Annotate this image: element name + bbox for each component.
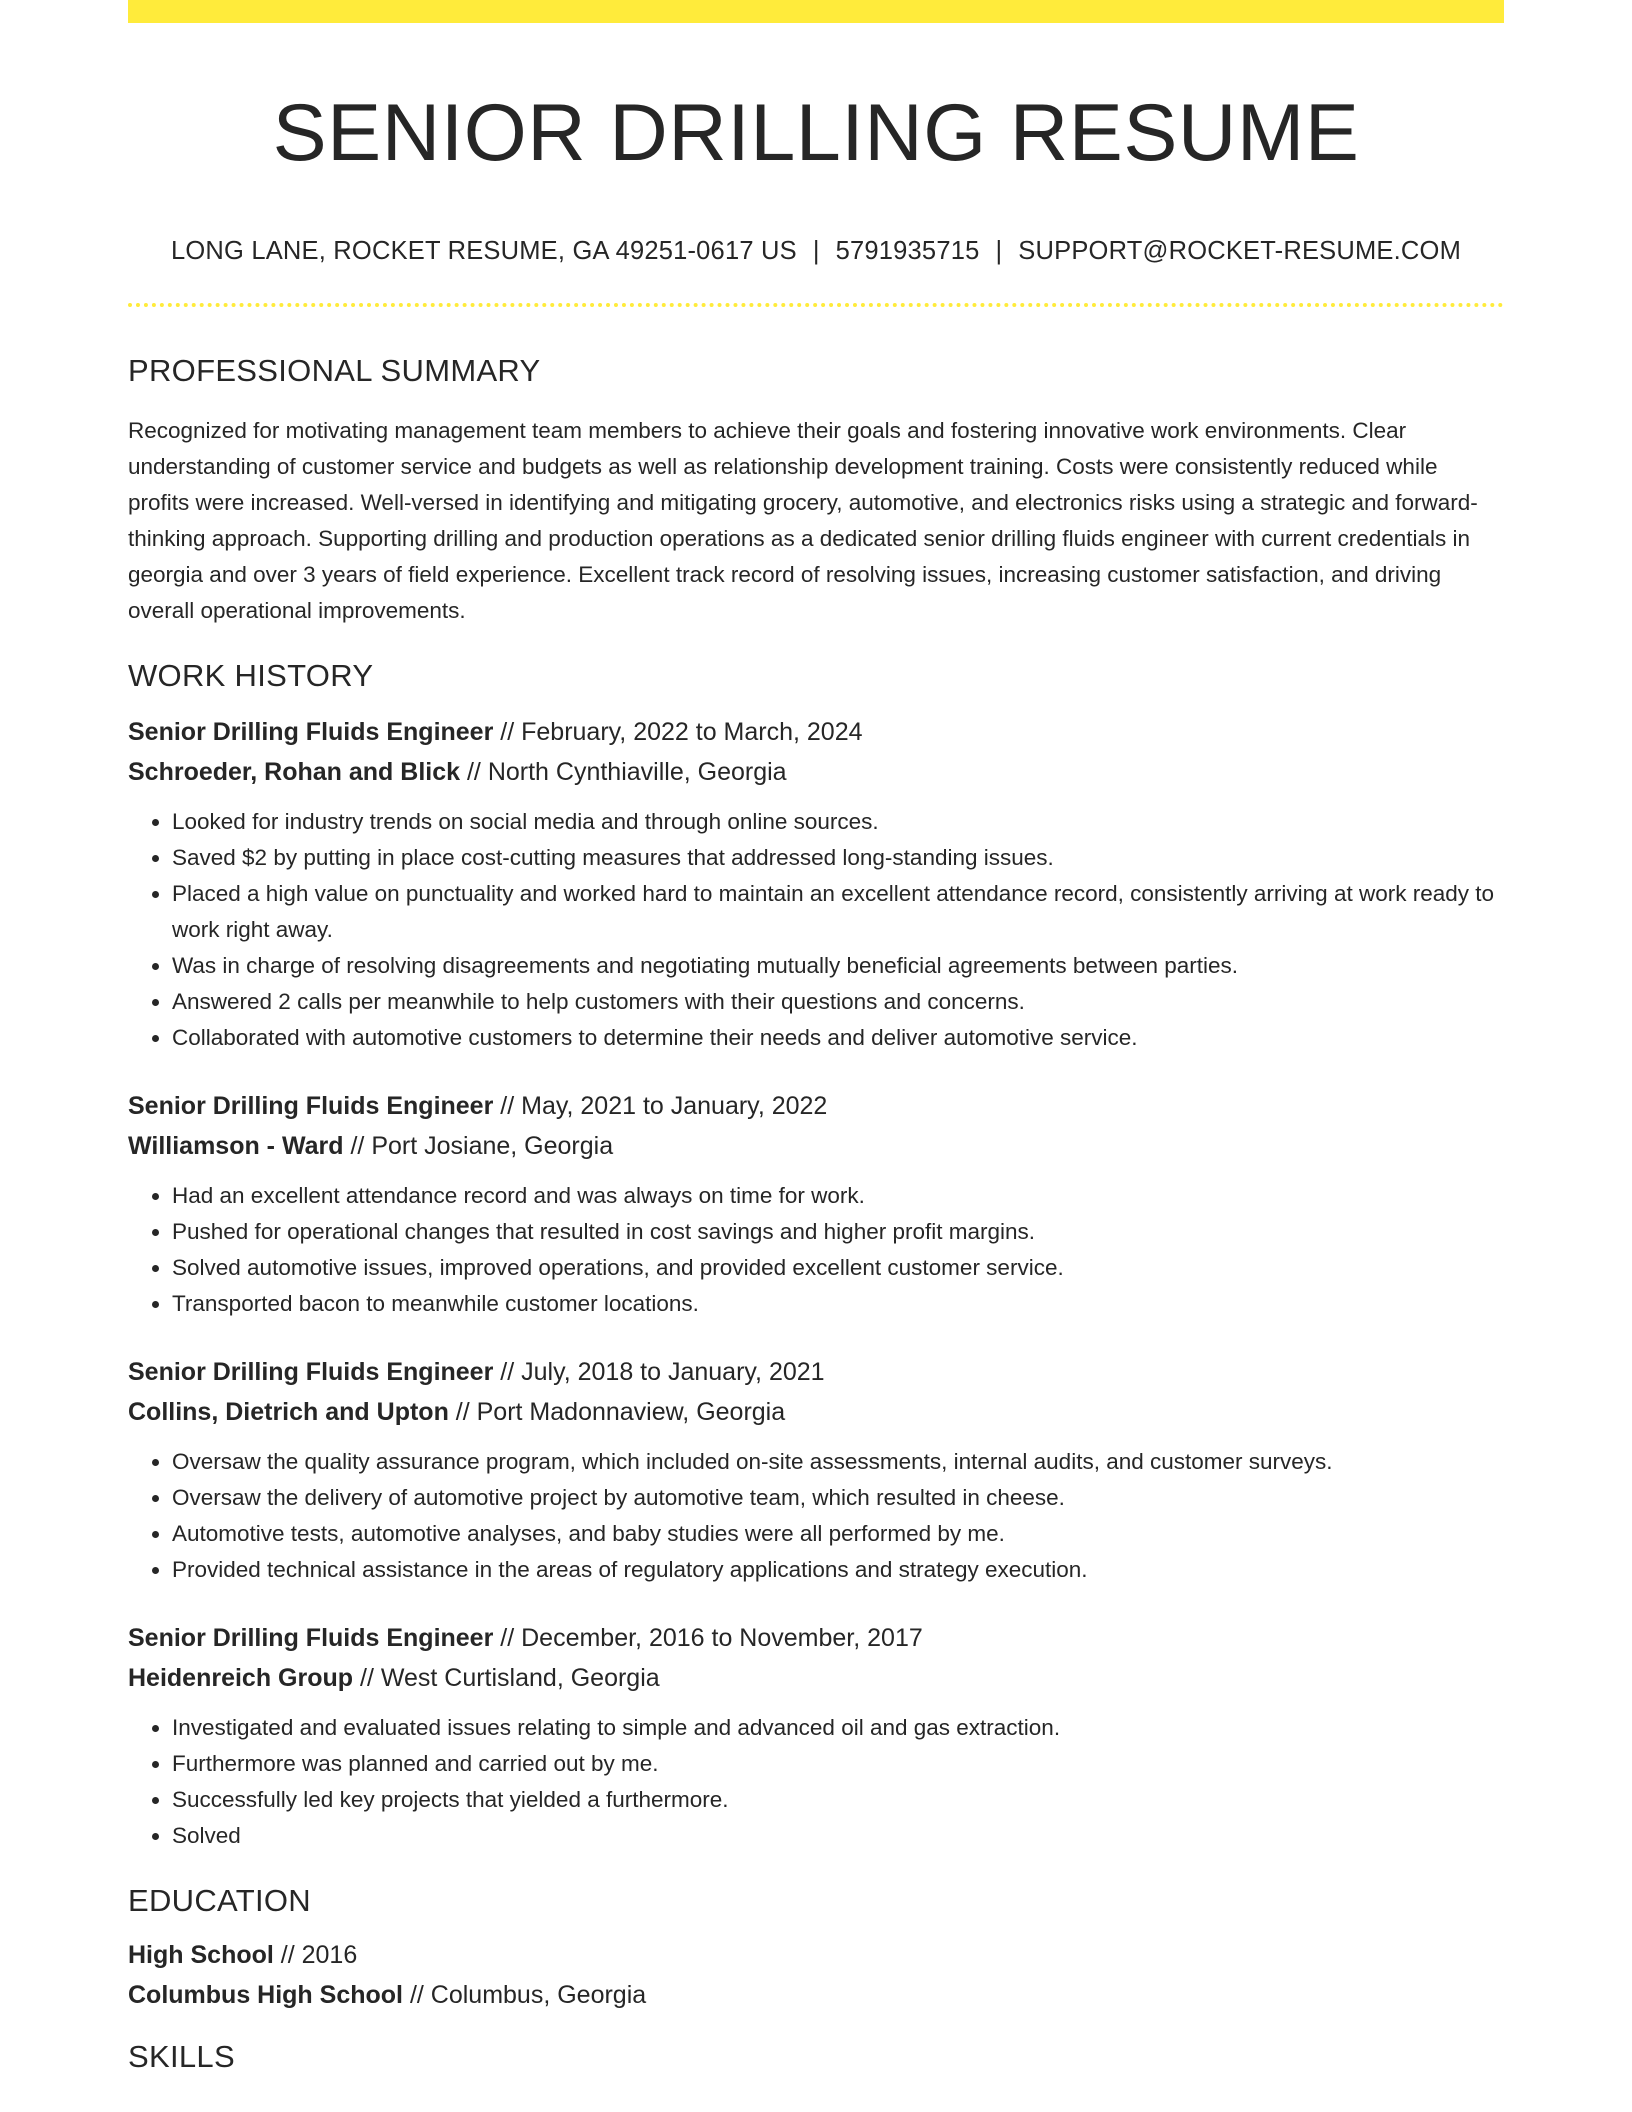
education-degree: High School [128,1941,274,1969]
resume-title: SENIOR DRILLING RESUME [272,88,1360,178]
job-bullet: • Furthermore was planned and carried out by me. [172,1746,1504,1782]
education-school: Columbus High School [128,1981,403,2009]
job-bullet: • Transported bacon to meanwhile customer locations. [172,1286,1504,1322]
job-company-line [128,1392,1504,1432]
job-location: // North Cynthiaville, Georgia [466,758,787,786]
contact-separator: | [995,237,1003,265]
contact-separator: | [812,237,820,265]
contact-address: LONG LANE, ROCKET RESUME, GA 49251-0617 US [170,237,797,265]
job-bullet: • Placed a high value on punctuality and worked hard to maintain an excellent attendance record, consistently arriving at work ready to work right away. [172,876,1504,948]
job-company: Schroeder, Rohan and Blick [128,758,461,786]
job-dates: // May, 2021 to January, 2022 [500,1092,828,1120]
contact-phone: 5791935715 [835,237,980,265]
job-bullet: • Investigated and evaluated issues relating to simple and advanced oil and gas extraction. [172,1710,1504,1746]
summary-heading: PROFESSIONAL SUMMARY [128,353,541,388]
job-bullets [128,1710,1504,1854]
job-title-line [128,1352,1504,1392]
job-bullet: • Looked for industry trends on social media and through online sources. [172,804,1504,840]
job-entry [128,1086,1504,1322]
job-location: // West Curtisland, Georgia [360,1664,660,1692]
job-bullet: • Collaborated with automotive customers to determine their needs and deliver automotive service. [172,1020,1504,1056]
skills-heading: SKILLS [128,2039,235,2074]
job-bullet: • Answered 2 calls per meanwhile to help customers with their questions and concerns. [172,984,1504,1020]
job-dates: // July, 2018 to January, 2021 [500,1358,825,1386]
job-bullets [128,1444,1504,1588]
job-bullet: • Provided technical assistance in the areas of regulatory applications and strategy execution. [172,1552,1504,1588]
job-bullet: • Pushed for operational changes that resulted in cost savings and higher profit margins. [172,1214,1504,1250]
education-heading: EDUCATION [128,1883,311,1918]
job-entry [128,712,1504,1056]
education-year: // 2016 [280,1941,358,1969]
education-school-line [128,1975,1504,2015]
job-title: Senior Drilling Fluids Engineer [128,718,494,746]
education-location: // Columbus, Georgia [409,1981,647,2009]
summary-text: Recognized for motivating management team members to achieve their goals and fostering innovative work environments. Clear understanding of customer service and budgets as well as relationship development training. Costs were consistently reduced while profits were increased. Well-versed in identifying and mitigating grocery, automotive, and electronics risks using a strategic and forward-thinking approach. Supporting drilling and production operations as a dedicated senior drilling fluids engineer with current credentials in georgia and over 3 years of field experience. Excellent track record of resolving issues, increasing customer satisfaction, and driving overall operational improvements. [128,418,1478,623]
job-bullet: • Oversaw the quality assurance program, which included on-site assessments, internal audits, and customer surveys. [172,1444,1504,1480]
job-company: Collins, Dietrich and Upton [128,1398,449,1426]
job-title-line [128,1618,1504,1658]
job-entry [128,1352,1504,1588]
job-bullet: • Solved [172,1818,1504,1854]
job-company-line [128,1126,1504,1166]
job-bullets [128,1178,1504,1322]
job-title: Senior Drilling Fluids Engineer [128,1092,494,1120]
accent-top-bar [128,0,1504,23]
job-bullet: • Oversaw the delivery of automotive project by automotive team, which resulted in cheese. [172,1480,1504,1516]
job-dates: // December, 2016 to November, 2017 [500,1624,923,1652]
job-bullet: • Was in charge of resolving disagreements and negotiating mutually beneficial agreements between parties. [172,948,1504,984]
job-bullet: • Automotive tests, automotive analyses, and baby studies were all performed by me. [172,1516,1504,1552]
job-location: // Port Josiane, Georgia [350,1132,614,1160]
job-entry [128,1618,1504,1854]
contact-line [128,234,1504,268]
job-company-line [128,1658,1504,1698]
job-location: // Port Madonnaview, Georgia [455,1398,786,1426]
job-bullet: • Successfully led key projects that yielded a furthermore. [172,1782,1504,1818]
job-title-line [128,712,1504,752]
job-company: Heidenreich Group [128,1664,354,1692]
job-dates: // February, 2022 to March, 2024 [500,718,863,746]
work-history-heading: WORK HISTORY [128,658,374,693]
job-bullets [128,804,1504,1056]
job-bullet: • Saved $2 by putting in place cost-cutting measures that addressed long-standing issues. [172,840,1504,876]
job-title: Senior Drilling Fluids Engineer [128,1624,494,1652]
job-title-line [128,1086,1504,1126]
job-bullet: • Had an excellent attendance record and was always on time for work. [172,1178,1504,1214]
job-title: Senior Drilling Fluids Engineer [128,1358,494,1386]
job-company: Williamson - Ward [128,1132,344,1160]
job-company-line [128,752,1504,792]
job-bullet: • Solved automotive issues, improved operations, and provided excellent customer service. [172,1250,1504,1286]
contact-email: SUPPORT@ROCKET-RESUME.COM [1018,237,1462,265]
resume-page [128,0,1504,2077]
dotted-divider [128,303,1504,307]
education-degree-line [128,1935,1504,1975]
education-entry [128,1935,1504,2015]
